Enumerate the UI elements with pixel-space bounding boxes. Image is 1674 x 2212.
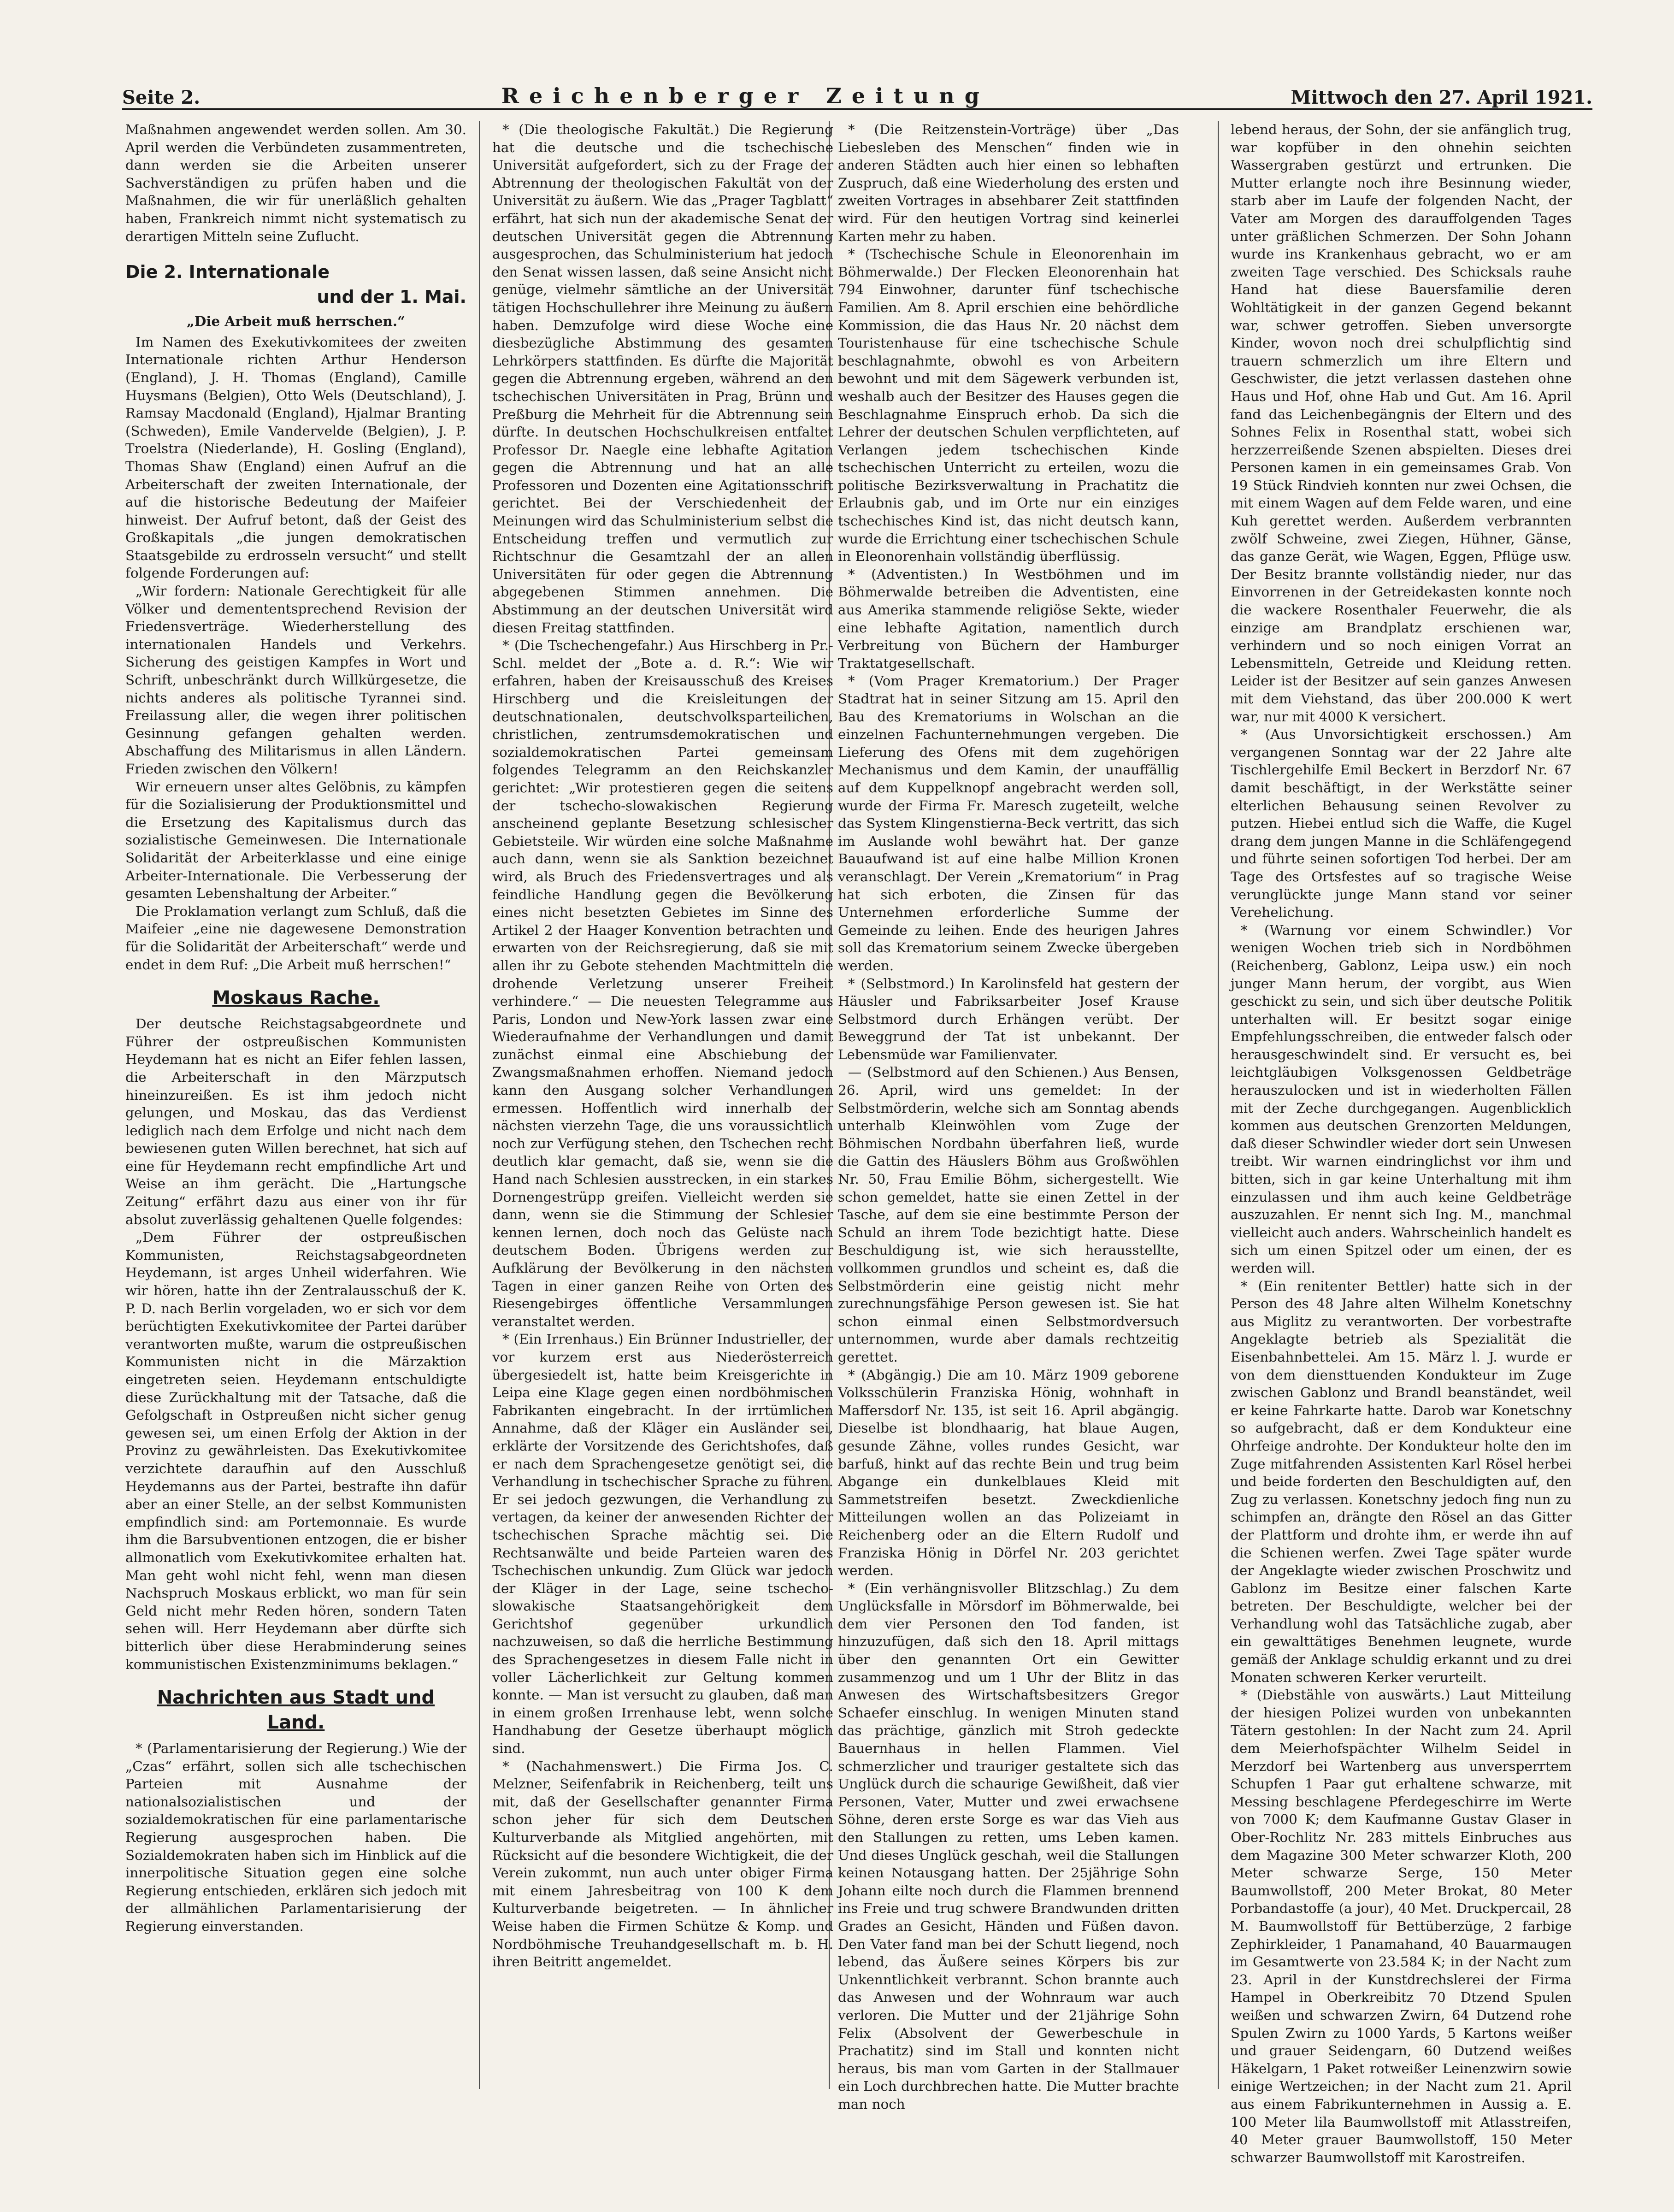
page-number: Seite 2.	[122, 87, 200, 108]
column-rule	[1218, 121, 1219, 2089]
column-3	[838, 121, 1179, 2112]
article-paragraph: Im Namen des Exekutivkomitees der zweiten Internationale richten Arthur Henderson (England), J. H. Thomas (England), Camille Huysmans (Belgien), Otto Wels (Deutschland), J. Ramsay Macdonald (England), Hjalmar Branting (Schweden), Emile Vandervelde (Belgien), J. P. Troelstra (Niederlande), H. Gosling (England), Thomas Shaw (England) einen Aufruf an die Arbeiterschaft der zweiten Internationale, der auf die historische Bedeutung der Maifeier hinweist. Der Aufruf betont, daß der Geist des Großkapitals „die jungen demokratischen Staatsgebilde zu erdrosseln versucht“ und stellt folgende Forderungen auf:	[125, 334, 466, 581]
column-4	[1231, 121, 1572, 2165]
column-rule	[479, 121, 480, 2089]
news-item: * (Adventisten.) In Westböhmen und im Böhmerwalde betreiben die Adventisten, eine aus Amerika stammende religiöse Sekte, wieder eine lebhafte Agitation, namentlich durch Verbreitung von Büchern der Hamburger Traktatgesellschaft.	[838, 566, 1179, 671]
news-item: * (Ein Irrenhaus.) Ein Brünner Industrieller, der vor kurzem erst aus Niederösterreich übergesiedelt ist, hatte beim Kreisgerichte in Leipa eine Klage gegen einen nordböhmischen Fabrikanten eingebracht. In der irrtümlichen Annahme, daß der Kläger ein Ausländer sei, erklärte der Vorsitzende des Gerichtshofes, daß er nach dem Sprachengesetze genötigt sei, die Verhandlung in tschechischer Sprache zu führen. Er sei jedoch gezwungen, die Verhandlung zu vertagen, da keiner der anwesenden Richter der tschechischen Sprache mächtig sei. Die Rechtsanwälte und beide Parteien waren des Tschechischen unkundig. Zum Glück war jedoch der Kläger in der Lage, seine tschecho-slowakische Staatsangehörigkeit dem Gerichtshof gegenüber urkundlich nachzuweisen, so daß die herrliche Bestimmung des Sprachengesetzes in diesem Falle nicht in voller Lächerlichkeit zur Geltung kommen konnte. — Man ist versucht zu glauben, daß man in einem großen Irrenhause lebt, wenn solche Handhabung der Gesetze überhaupt möglich sind.	[492, 1331, 833, 1757]
article-subheading: „Die Arbeit muß herrschen.“	[186, 313, 406, 330]
news-item: * (Parlamentarisierung der Regierung.) Wie der „Czas“ erfährt, sollen sich alle tschechischen Parteien mit Ausnahme der nationalsozialistischen und der sozialdemokratischen für eine parlamentarische Regierung ausgesprochen haben. Die Sozialdemokraten haben sich im Hinblick auf die innerpolitische Situation gegen eine solche Regierung entschieden, erklären sich jedoch mit der allmählichen Parlamentarisierung der Regierung einverstanden.	[125, 1740, 466, 1935]
news-item: * (Selbstmord.) In Karolinsfeld hat gestern der Häusler und Fabriksarbeiter Josef Krause Selbstmord durch Erhängen verübt. Der Beweggrund der Tat ist unbekannt. Der Lebensmüde war Familienvater.	[838, 975, 1179, 1062]
news-item: * (Aus Unvorsichtigkeit erschossen.) Am vergangenen Sonntag war der 22 Jahre alte Tischlergehilfe Emil Beckert in Berzdorf Nr. 67 damit beschäftigt, in der Werkstätte seiner elterlichen Behausung seinen Revolver zu putzen. Hiebei entlud sich die Waffe, die Kugel drang dem jungen Manne in die Schläfengegend und führte seinen sofortigen Tod herbei. Der am Tage des Ortsfestes auf so tragische Weise verunglückte junge Mann stand vor seiner Verehelichung.	[1231, 726, 1572, 920]
news-item: * (Die Reitzenstein-Vorträge) über „Das Liebesleben des Menschen“ finden wie in anderen Städten auch hier einen so lebhaften Zuspruch, daß eine Wiederholung des ersten und zweiten Vortrages in absehbarer Zeit stattfinden wird. Für den heutigen Vortrag sind keinerlei Karten mehr zu haben.	[838, 122, 1179, 244]
masthead	[122, 76, 1592, 110]
news-item: * (Nachahmenswert.) Die Firma Jos. C. Melzner, Seifenfabrik in Reichenberg, teilt uns mit, daß der Gesellschafter genannter Firma schon jeher für sich dem Deutschen Kulturverbande als Mitglied angehörten, mit Rücksicht auf die besondere Wichtigkeit, die der Verein zukommt, nun auch unter obiger Firma mit einem Jahresbeitrag von 100 K dem Kulturverbande beigetreten. — In ähnlicher Weise haben die Firmen Schütze & Komp. und Nordböhmische Treuhandgesellschaft m. b. H. ihren Beitritt angemeldet.	[492, 1758, 833, 1970]
column-2	[492, 121, 833, 2089]
news-item: * (Die Tschechengefahr.) Aus Hirschberg in Pr.-Schl. meldet der „Bote a. d. R.“: Wie wir erfahren, haben der Kreisausschuß des Kreises Hirschberg und die Kreisleitungen der deutschnationalen, deutschvolksparteilichen, christlichen, zentrumsdemokratischen und sozialdemokratischen Partei gemeinsam folgendes Telegramm an den Reichskanzler gerichtet: „Wir protestieren gegen die seitens der tschecho-slowakischen Regierung anscheinend geplante Besetzung schlesischer Gebietsteile. Wir würden eine solche Maßnahme auch dann, wenn sie als Sanktion bezeichnet wird, als Bruch des Friedensvertrages und als feindliche Handlung gegen die Bevölkerung eines nicht besetzten Gebietes im Sinne des Artikel 2 der Haager Konvention betrachten und erwarten von der Reichsregierung, daß sie mit allen ihr zu Gebote stehenden Machtmitteln die drohende Verletzung unserer Freiheit verhindere.“ — Die neuesten Telegramme aus Paris, London und New-York lassen zwar eine Wiederaufnahme der Verhandlungen und damit zunächst einmal eine Abschiebung der Zwangsmaßnahmen erhoffen. Niemand jedoch kann den Ausgang solcher Verhandlungen ermessen. Hoffentlich wird innerhalb der nächsten vierzehn Tage, die uns voraussichtlich noch zur Verfügung stehen, den Tschechen recht deutlich klar gemacht, daß sie, wenn sie die Hand nach Schlesien ausstrecken, in ein starkes Dornengestrüpp greifen. Vielleicht werden sie dann, wenn sie die Stimmung der Schlesier kennen lernen, doch noch das Gelüste nach deutschem Boden. Übrigens werden zur Aufklärung der Bevölkerung in den nächsten Tagen in einer ganzen Reihe von Orten des Riesengebirges öffentliche Versammlungen veranstaltet werden.	[492, 637, 833, 1329]
article-paragraph: Wir erneuern unser altes Gelöbnis, zu kämpfen für die Sozialisierung der Produktionsmittel und die Ersetzung des Kapitalismus durch das sozialistische Gemeinwesen. Die Internationale Solidarität der Arbeiterklasse und eine einige Arbeiter-Internationale. Die Verbesserung der gesamten Lebenshaltung der Arbeiter.“	[125, 779, 466, 902]
newspaper-title: Reichenberger Zeitung	[501, 83, 990, 108]
article-paragraph: Die Proklamation verlangt zum Schluß, daß die Maifeier „eine nie dagewesene Demonstration für die Solidarität der Arbeiterschaft“ werde und endet in dem Ruf: „Die Arbeit muß herrschen!“	[125, 903, 466, 973]
news-item: * (Ein renitenter Bettler) hatte sich in der Person des 48 Jahre alten Wilhelm Konetschny aus Miglitz zu verantworten. Der vorbestrafte Angeklagte betrieb als Spezialität die Eisenbahnbettelei. Am 15. März l. J. wurde er von dem diensttuenden Kondukteur im Zuge zwischen Gablonz und Brandl beanständet, weil er keine Fahrkarte hatte. Darob war Konetschny so aufgebracht, daß er dem Kondukteur eine Ohrfeige androhte. Der Kondukteur holte den im Zuge mitfahrenden Assistenten Karl Rösel herbei und beide forderten den Beschuldigten auf, den Zug zu verlassen. Konetschny jedoch fing nun zu schimpfen an, drängte den Rösel an das Gitter der Plattform und drohte ihm, er werde ihn auf die Schienen werfen. Zwei Tage später wurde der Angeklagte wieder zwischen Proschwitz und Gablonz im Besitze einer falschen Karte betreten. Der Beschuldigte, welcher bei der Verhandlung wohl das Tatsächliche zugab, aber ein gewalttätiges Benehmen leugnete, wurde gemäß der Anklage schuldig erkannt und zu drei Monaten schweren Kerker verurteilt.	[1231, 1278, 1572, 1685]
article-heading: Moskaus Rache.	[212, 987, 380, 1009]
section-heading: Nachrichten aus Stadt und Land.	[157, 1687, 435, 1734]
article-continuation: Maßnahmen angewendet werden sollen. Am 30. April werden die Verbündeten zusammentreten, dann werden sie die Arbeiten unserer Sachverständigen zu prüfen haben und die Maßnahmen, die wir für unerläßlich gehalten haben, Frankreich nimmt nicht systematisch zu derartigen Mitteln seine Zuflucht.	[125, 122, 466, 244]
article-heading: Die 2. Internationale	[125, 262, 330, 283]
article-paragraph: „Wir fordern: Nationale Gerechtigkeit für alle Völker und demententsprechend Revision der Friedensverträge. Wiederherstellung des internationalen Handels und Verkehrs. Sicherung des geistigen Kampfes in Wort und Schrift, unbeschränkt durch Willkürgesetze, die nichts anderes als politische Tyrannei sind. Freilassung aller, die wegen ihrer politischen Gesinnung gefangen gehalten werden. Abschaffung des Militarismus in allen Ländern. Frieden zwischen den Völkern!	[125, 583, 466, 777]
article-paragraph: „Dem Führer der ostpreußischen Kommunisten, Reichstagsabgeordneten Heydemann, ist arges Unheil widerfahren. Wie wir hören, hatte ihn der Zentralausschuß der K. P. D. nach Berlin vorgeladen, wo er sich vor dem berüchtigten Exekutivkomitee der Partei darüber verantworten mußte, warum die ostpreußischen Kommunisten nicht in die Märzaktion eingetreten seien. Heydemann entschuldigte diese Zurückhaltung mit der Tatsache, daß die Gefolgschaft in Ostpreußen nicht sicher genug gewesen sei, um einen Erfolg der Aktion in der Provinz zu gewährleisten. Das Exekutivkomitee verzichtete daraufhin auf den Ausschluß Heydemanns aus der Partei, bestrafte ihn dafür aber an einer Stelle, an der selbst Kommunisten empfindlich sind: am Portemonnaie. Es wurde ihm die Barsubventionen entzogen, die er bisher allmonatlich vom Exekutivkomitee erhalten hat. Man geht wohl nicht fehl, wenn man diesen Nachspruch Moskaus erblickt, wo man für sein Geld nicht mehr Reden hören, sondern Taten sehen will. Herr Heydemann aber dürfte sich bitterlich über diese Herabminderung seines kommunistischen Existenzminimums beklagen.“	[125, 1229, 466, 1672]
news-item: * (Die theologische Fakultät.) Die Regierung hat die deutsche und die tschechische Universität aufgefordert, sich zu der Frage der Abtrennung der theologischen Fakultät von der Universität zu äußern. Wie das „Prager Tagblatt“ erfährt, hat sich nun der akademische Senat der deutschen Universität gegen die Abtrennung ausgesprochen, das Schulministerium hat jedoch den Senat wissen lassen, daß seine Ansicht nicht genüge, vielmehr sämtliche an der Universität tätigen Hochschullehrer ihre Meinung zu äußern haben. Demzufolge wird diese Woche eine diesbezügliche Abstimmung des gesamten Lehrkörpers stattfinden. Es dürfte die Majorität gegen die Abtrennung ergeben, während an den tschechischen Universitäten in Prag, Brünn und Preßburg die Mehrheit für die Abtrennung sein dürfte. In deutschen Hochschulkreisen entfaltet Professor Dr. Naegle eine lebhafte Agitation gegen die Abtrennung und hat an alle Professoren und Dozenten eine Agitationsschrift gerichtet. Bei der Verschiedenheit der Meinungen wird das Schulministerium selbst die Entscheidung treffen und vermutlich zur Richtschnur die Gesamtzahl der an allen Universitäten für oder gegen die Abtrennung abgegebenen Stimmen annehmen. Die Abstimmung an der deutschen Universität wird diesen Freitag stattfinden.	[492, 122, 833, 636]
column-1	[125, 121, 466, 2089]
news-item: * (Vom Prager Krematorium.) Der Prager Stadtrat hat in seiner Sitzung am 15. April den Bau des Krematoriums in Wolschan an die einzelnen Fachunternehmungen vergeben. Die Lieferung des Ofens mit dem zugehörigen Mechanismus und dem Kamin, der unauffällig auf dem Kuppelknopf angebracht werden soll, wurde der Firma Fr. Maresch zugeteilt, welche das System Klingenstierna-Beck vertritt, das sich im Auslande wohl bewährt hat. Der ganze Bauaufwand ist auf eine halbe Million Kronen veranschlagt. Der Verein „Krematorium“ in Prag hat sich erboten, die Zinsen für das Unternehmen erforderliche Summe der Gemeinde zu leihen. Ende des heurigen Jahres soll das Krematorium seinem Zwecke übergeben werden.	[838, 673, 1179, 973]
article-heading-line2: und der 1. Mai.	[317, 287, 466, 307]
news-item: * (Abgängig.) Die am 10. März 1909 geborene Volksschülerin Franziska Hönig, wohnhaft in Maffersdorf Nr. 135, ist seit 16. April abgängig. Dieselbe ist blondhaarig, hat blaue Augen, gesunde Zähne, volles rundes Gesicht, war barfuß, hinkt auf das rechte Bein und trug beim Abgange ein dunkelblaues Kleid mit Sammetstreifen besetzt. Zweckdienliche Mitteilungen wollen an das Polizeiamt in Reichenberg oder an die Eltern Rudolf und Franziska Hönig in Dörfel Nr. 203 gerichtet werden.	[838, 1367, 1179, 1579]
issue-date: Mittwoch den 27. April 1921.	[1291, 87, 1592, 108]
news-item: * (Diebstähle von auswärts.) Laut Mitteilung der hiesigen Polizei wurden von unbekannten Tätern gestohlen: In der Nacht zum 24. April dem Meierhofspächter Wilhelm Seidel in Merzdorf bei Wartenberg aus unversperrtem Schupfen 1 Paar gut erhaltene schwarze, mit Messing beschlagene Pferdegeschirre im Werte von 7000 K; dem Kaufmanne Gustav Glaser in Ober-Rochlitz Nr. 283 mittels Einbruches aus dem Magazine 300 Meter schwarzer Kloth, 200 Meter schwarze Serge, 150 Meter Baumwollstoff, 200 Meter Brokat, 80 Meter Porbandastoffe (a jour), 40 Met. Druckpercail, 28 M. Baumwollstoff für Bettüberzüge, 2 farbige Zephirkleider, 1 Panamahand, 40 Bauarmaugen im Gesamtwerte von 23.584 K; in der Nacht zum 23. April in der Kunstdrechslerei der Firma Hampel in Oberkreibitz 70 Dtzend Spulen weißen und schwarzen Zwirn, 64 Dutzend rohe Spulen Zwirn zu 1000 Yards, 5 Kartons weißer und grauer Seidengarn, 60 Dutzend weißes Häkelgarn, 1 Paket rotweißer Leinenzwirn sowie einige Wertzeichen; in der Nacht zum 21. April aus einem Fabrikunternehmen in Aussig a. E. 100 Meter lila Baumwollstoff mit Atlasstreifen, 40 Meter grauer Baumwollstoff, 150 Meter schwarzer Baumwollstoff mit Karostreifen.	[1231, 1687, 1572, 2165]
article-paragraph: Der deutsche Reichstagsabgeordnete und Führer der ostpreußischen Kommunisten Heydemann hat es nicht an Eifer fehlen lassen, die Arbeiterschaft in den Märzputsch hineinzureißen. Es ist ihm jedoch nicht gelungen, und Moskau, das das Verdienst lediglich nach dem Erfolge und nicht nach dem bewiesenen guten Willen berechnet, hat sich auf eine für Heydemann recht empfindliche Art und Weise an ihm gerächt. Die „Hartungsche Zeitung“ erfährt dazu aus einer von ihr für absolut zuverlässig gehaltenen Quelle folgendes:	[125, 1016, 466, 1227]
news-item: * (Tschechische Schule in Eleonorenhain im Böhmerwalde.) Der Flecken Eleonorenhain hat 794 Einwohner, darunter fünf tschechische Familien. Am 8. April erschien eine behördliche Kommission, die das Haus Nr. 20 nächst dem Touristenhause für eine tschechische Schule beschlagnahmte, obwohl es von Arbeitern bewohnt und mit dem Sägewerk verbunden ist, weshalb auch der Besitzer des Hauses gegen die Beschlagnahme Einspruch erhob. Da sich die Lehrer der deutschen Schulen verpflichteten, auf Verlangen jedem tschechischen Kinde tschechischen Unterricht zu erteilen, wozu die politische Bezirksverwaltung in Prachatitz die Erlaubnis gab, und im Orte nur ein einziges tschechisches Kind ist, das nicht deutsch kann, wurde die Errichtung einer tschechischen Schule in Eleonorenhain vollständig überflüssig.	[838, 246, 1179, 565]
news-item-continuation: lebend heraus, der Sohn, der sie anfänglich trug, war kopfüber in den ohnehin seichten Wassergraben gestürzt und ertrunken. Die Mutter erlangte noch ihre Besinnung wieder, starb aber im Laufe der folgenden Nacht, der Vater am Morgen des darauffolgenden Tages unter gräßlichen Schmerzen. Der Sohn Johann wurde ins Krankenhaus gebracht, wo er am zweiten Tage verschied. Des Schicksals rauhe Hand hat diese Bauersfamilie deren Wohltätigkeit in der ganzen Gegend bekannt war, schwer getroffen. Sieben unversorgte Kinder, wovon noch drei schulpflichtig sind trauern schmerzlich um ihre Eltern und Geschwister, die jetzt verlassen dastehen ohne Haus und Hof, ohne Hab und Gut. Am 16. April fand das Leichenbegängnis der Eltern und des Sohnes Felix in Rosenthal statt, wobei sich herzzerreißende Szenen abspielten. Dieses drei Personen kamen in ein gemeinsames Grab. Von 19 Stück Rindvieh konnten nur zwei Ochsen, die mit einem Wagen auf dem Felde waren, und eine Kuh gerettet werden. Außerdem verbrannten zwölf Schweine, zwei Ziegen, Hühner, Gänse, das ganze Gerät, wie Wagen, Eggen, Pflüge usw. Der Besitz brannte vollständig nieder, nur das Einvorrenen in der Getreidekasten konnte noch die wackere Rosenthaler Feuerwehr, die als einzige am Brandplatz erschienen war, verhindern und so noch einigen Vorrat an Lebensmitteln, Getreide und Kleidung retten. Leider ist der Besitzer auf sein ganzes Anwesen mit dem Viehstand, das über 200.000 K wert war, nur mit 4000 K versichert.	[1231, 122, 1572, 725]
news-item: — (Selbstmord auf den Schienen.) Aus Bensen, 26. April, wird uns gemeldet: In der Selbstmörderin, welche sich am Sonntag abends unterhalb Kleinwöhlen vom Zuge der Böhmischen Nordbahn überfahren ließ, wurde die Gattin des Häuslers Böhm aus Großwöhlen Nr. 50, Frau Emilie Böhm, sichergestellt. Wie schon gemeldet, hatte sie einen Zettel in der Tasche, auf dem sie eine bestimmte Person der Schuld an ihrem Tode bezichtigt hatte. Diese Beschuldigung ist, wie sich herausstellte, vollkommen grundlos und scheint es, daß die Selbstmörderin eine geistig nicht mehr zurechnungsfähige Person gewesen ist. Sie hat schon einmal einen Selbstmordversuch unternommen, wurde aber damals rechtzeitig gerettet.	[838, 1064, 1179, 1365]
news-item: * (Ein verhängnisvoller Blitzschlag.) Zu dem Unglücksfalle in Mörsdorf im Böhmerwalde, bei dem vier Personen den Tod fanden, ist hinzuzufügen, daß sich den 18. April mittags über den genannten Ort ein Gewitter zusammenzog und um 1 Uhr der Blitz in das Anwesen des Wirtschaftsbesitzers Gregor Schaefer einschlug. In wenigen Minuten stand das prächtige, gänzlich mit Stroh gedeckte Bauernhaus in hellen Flammen. Viel schmerzlicher und trauriger gestaltete sich das Unglück durch die schaurige Gewißheit, daß vier Personen, Vater, Mutter und zwei erwachsene Söhne, deren erste Sorge es war das Vieh aus den Stallungen zu retten, ums Leben kamen. Und dieses Unglück geschah, weil die Stallungen keinen Notausgang hatten. Der 25jährige Sohn Johann eilte noch durch die Flammen brennend ins Freie und trug schwere Brandwunden dritten Grades an Gesicht, Händen und Füßen davon. Den Vater fand man bei der Schutt liegend, noch lebend, das Äußere seines Körpers bis zur Unkenntlichkeit verbrannt. Schon brannte auch das Anwesen und der Wohnraum war auch verloren. Die Mutter und der 21jährige Sohn Felix (Absolvent der Gewerbeschule in Prachatitz) sind im Stall und konnten nicht heraus, bis man vom Garten in der Stallmauer ein Loch durchbrechen hatte. Die Mutter brachte man noch	[838, 1580, 1179, 2112]
news-item: * (Warnung vor einem Schwindler.) Vor wenigen Wochen trieb sich in Nordböhmen (Reichenberg, Gablonz, Leipa usw.) ein noch junger Mann herum, der vorgibt, aus Wien geschickt zu sein, und sich über deutsche Politik unterhalten will. Er besitzt sogar einige Empfehlungsschreiben, die entweder falsch oder herausgeschwindelt sind. Er versucht es, bei leichtgläubigen Volksgenossen Geldbeträge herauszulocken und ist in wiederholten Fällen mit der Zeche durchgegangen. Augenblicklich kommen aus deutschen Grenzorten Meldungen, daß dieser Schwindler wieder dort sein Unwesen treibt. Wir warnen eindringlichst vor ihm und bitten, sich in gar keine Unterhaltung mit ihm einzulassen und ihm auch keine Geldbeträge auszuzahlen. Er nennt sich Ing. M., manchmal vielleicht auch anders. Wahrscheinlich handelt es sich um einen Spitzel oder um einen, der es werden will.	[1231, 922, 1572, 1276]
